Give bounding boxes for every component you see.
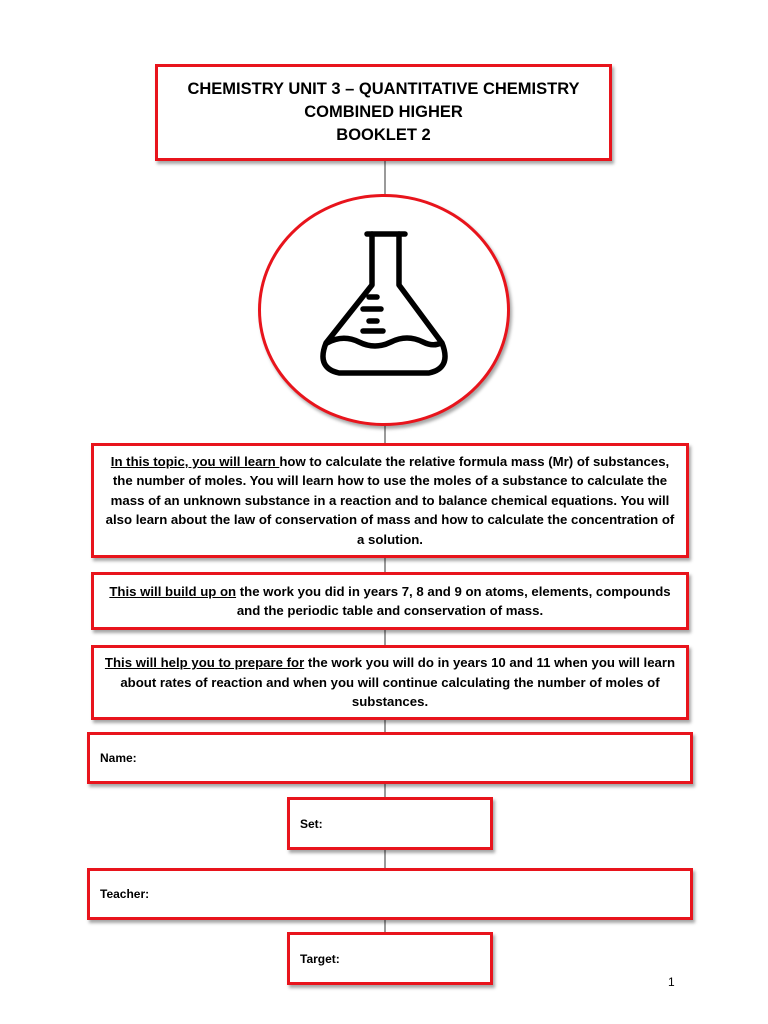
title-box [155, 64, 612, 161]
topic-text: how to calculate the relative formula mass (Mr) of substances, the number of moles. You will learn how to use the moles of a substance to calculate the mass of an unknown substance in a reaction and to balance chemical equations. You will also learn about the law of conservation of mass and how to calculate the concentration of a solution. [105, 453, 675, 547]
target-field[interactable] [287, 932, 493, 985]
build-up-paragraph [102, 582, 678, 621]
name-field[interactable] [87, 732, 693, 784]
teacher-field[interactable] [87, 868, 693, 920]
build-up-box [91, 572, 689, 630]
set-field[interactable] [287, 797, 493, 850]
page-number: 1 [668, 975, 675, 989]
target-label: Target: [300, 951, 340, 966]
prepare-lead: This will help you to prepare for [104, 655, 305, 671]
prepare-box [91, 645, 689, 720]
build-up-lead: This will build up on [109, 583, 237, 599]
title-line-1: CHEMISTRY UNIT 3 – QUANTITATIVE CHEMISTRY [187, 80, 580, 98]
topic-lead: In this topic, you will learn [110, 453, 280, 469]
conical-flask-icon [261, 197, 507, 423]
prepare-text: the work you will do in years 10 and 11 when you will learn about rates of reaction and when you will continue calculating the number of moles of substances. [120, 655, 676, 710]
build-up-text: the work you did in years 7, 8 and 9 on atoms, elements, compounds and the periodic table and conservation of mass. [236, 583, 671, 618]
title-line-3: BOOKLET 2 [336, 126, 431, 144]
flask-circle [258, 194, 510, 426]
name-label: Name: [100, 751, 137, 765]
title-line-2: COMBINED HIGHER [304, 103, 463, 121]
teacher-label: Teacher: [100, 887, 150, 901]
set-label: Set: [300, 816, 323, 831]
topic-paragraph [102, 452, 678, 550]
topic-box [91, 443, 689, 558]
prepare-paragraph [102, 653, 678, 712]
